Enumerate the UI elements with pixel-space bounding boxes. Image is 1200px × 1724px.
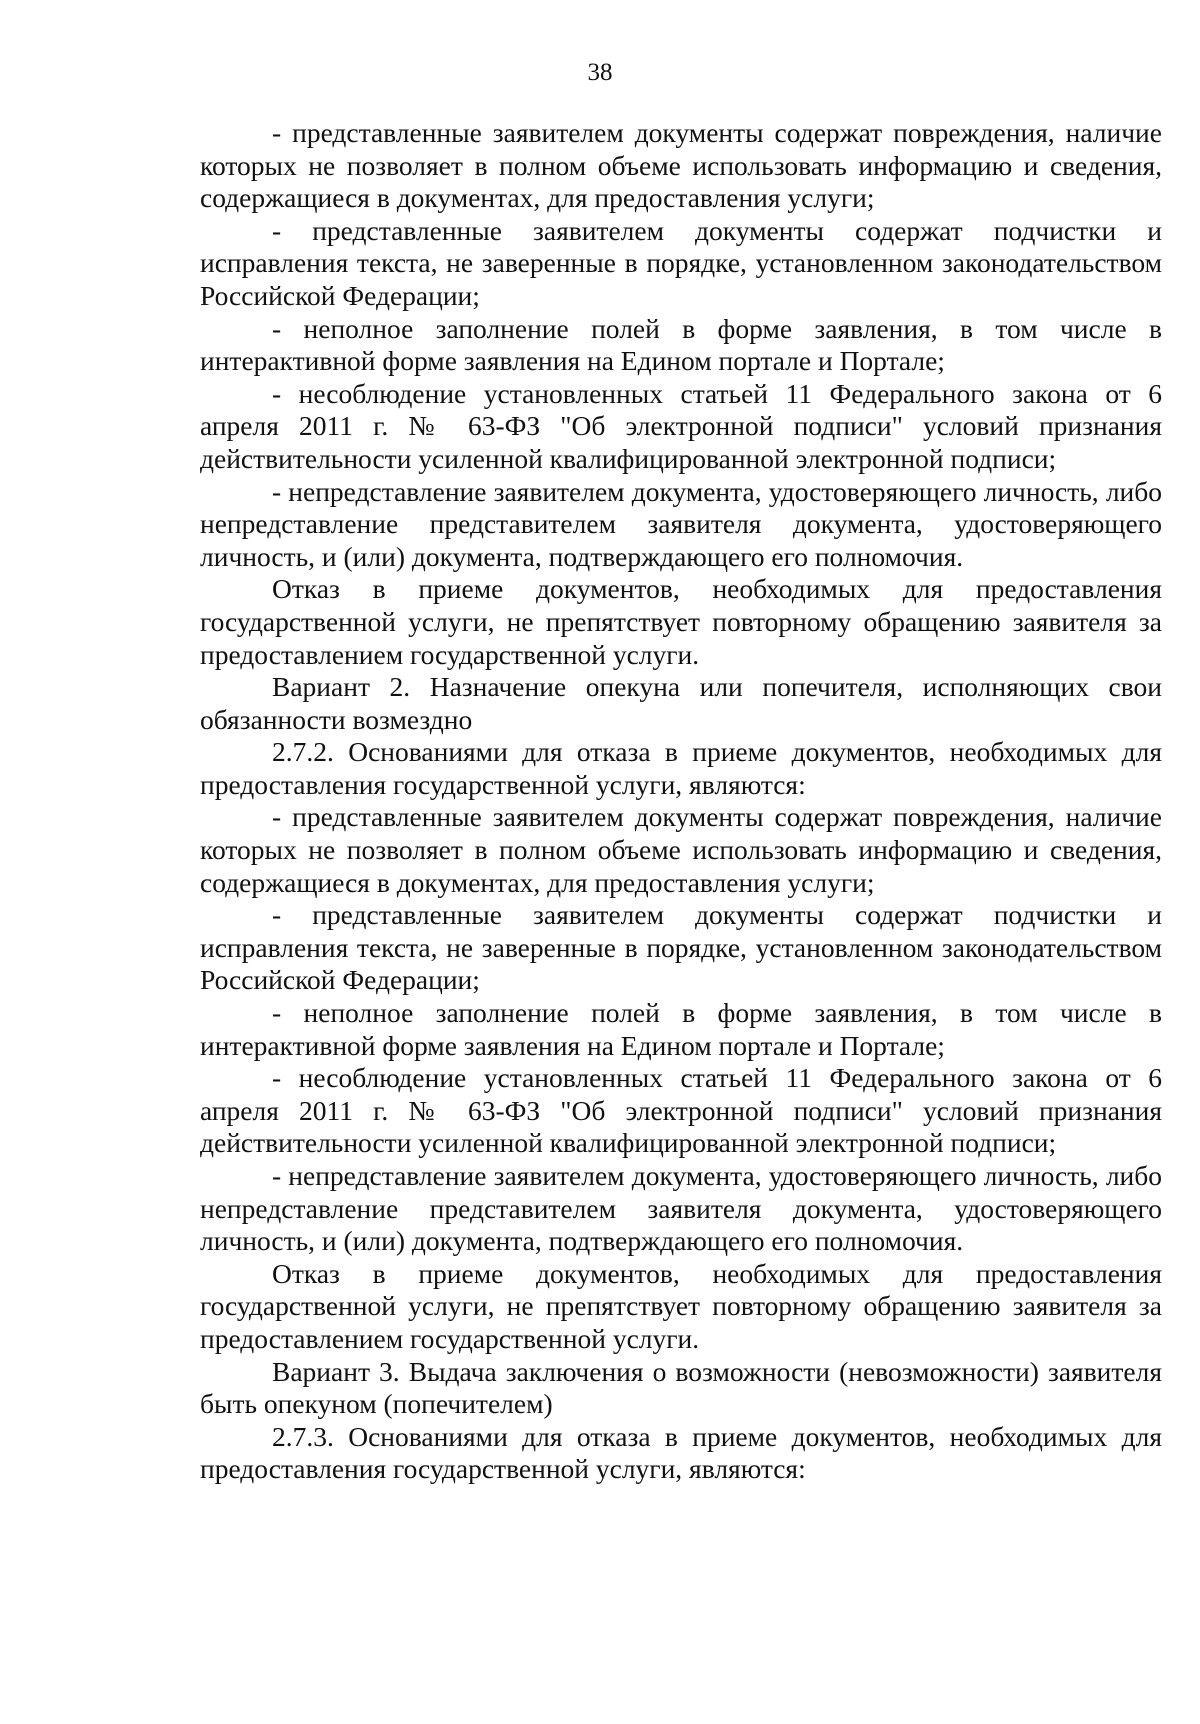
paragraph: 2.7.3. Основаниями для отказа в приеме документов, необходимых для предоставления государственной услуги, являются: — [200, 1420, 1162, 1485]
paragraph: - несоблюдение установленных статьей 11 Федерального закона от 6 апреля 2011 г. № 63-ФЗ "Об электронной подписи" условий признания действительности усиленной квалифицированной электронной подписи; — [200, 377, 1162, 474]
paragraph: - непредставление заявителем документа, удостоверяющего личность, либо непредставление представителем заявителя документа, удостоверяющего личность, и (или) документа, подтверждающего его полномочия. — [200, 1160, 1162, 1257]
paragraph: Отказ в приеме документов, необходимых для предоставления государственной услуги, не препятствует повторному обращению заявителя за предоставлением государственной услуги. — [200, 573, 1162, 670]
paragraph: - несоблюдение установленных статьей 11 Федерального закона от 6 апреля 2011 г. № 63-ФЗ "Об электронной подписи" условий признания действительности усиленной квалифицированной электронной подписи; — [200, 1062, 1162, 1159]
paragraph: - представленные заявителем документы содержат повреждения, наличие которых не позволяет в полном объеме использовать информацию и сведения, содержащиеся в документах, для предоставления услуги; — [200, 117, 1162, 214]
paragraph: 2.7.2. Основаниями для отказа в приеме документов, необходимых для предоставления государственной услуги, являются: — [200, 736, 1162, 800]
section-heading: Вариант 2. Назначение опекуна или попечителя, исполняющих свои обязанности возмездно — [200, 671, 1162, 735]
paragraph: - неполное заполнение полей в форме заявления, в том числе в интерактивной форме заявления на Едином портале и Портале; — [200, 312, 1162, 377]
document-body — [200, 117, 1162, 1486]
paragraph: - непредставление заявителем документа, удостоверяющего личность, либо непредставление представителем заявителя документа, удостоверяющего личность, и (или) документа, подтверждающего его полномочия. — [200, 475, 1162, 572]
paragraph: - неполное заполнение полей в форме заявления, в том числе в интерактивной форме заявления на Едином портале и Портале; — [200, 997, 1162, 1061]
paragraph: - представленные заявителем документы содержат подчистки и исправления текста, не заверенные в порядке, установленном законодательством Российской Федерации; — [200, 214, 1162, 311]
paragraph: - представленные заявителем документы содержат подчистки и исправления текста, не заверенные в порядке, установленном законодательством Российской Федерации; — [200, 899, 1162, 996]
page-number: 38 — [587, 59, 613, 86]
section-heading: Вариант 3. Выдача заключения о возможности (невозможности) заявителя быть опекуном (попечителем) — [200, 1355, 1162, 1420]
paragraph: Отказ в приеме документов, необходимых для предоставления государственной услуги, не препятствует повторному обращению заявителя за предоставлением государственной услуги. — [200, 1257, 1162, 1354]
paragraph: - представленные заявителем документы содержат повреждения, наличие которых не позволяет в полном объеме использовать информацию и сведения, содержащиеся в документах, для предоставления услуги; — [200, 801, 1162, 898]
